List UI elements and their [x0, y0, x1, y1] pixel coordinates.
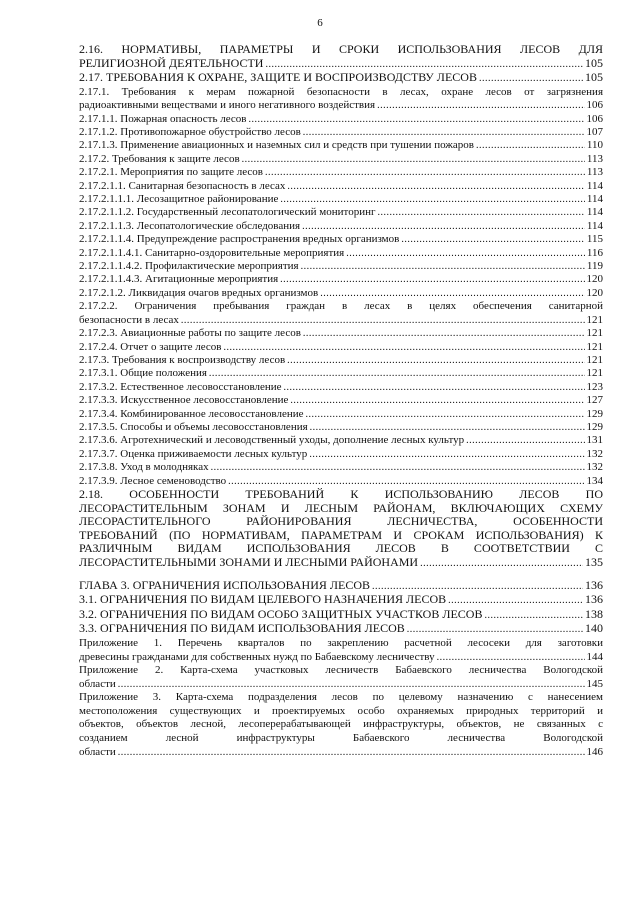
- toc-page-number: 131: [586, 434, 603, 447]
- toc-entry-line: объектов, объектов лесной, лесоперерабатывающей инфраструктуры, объектов, не связанных с: [79, 718, 603, 731]
- toc-page-number: 127: [586, 394, 603, 407]
- dot-leader: [466, 434, 584, 447]
- toc-entry-title: ГЛАВА 3. ОГРАНИЧЕНИЯ ИСПОЛЬЗОВАНИЯ ЛЕСОВ: [79, 577, 371, 592]
- dot-leader: [181, 314, 585, 327]
- toc-page-number: 134: [586, 474, 603, 487]
- toc-page-number: 121: [586, 340, 603, 353]
- dot-leader: [265, 57, 583, 72]
- dot-leader: [280, 273, 584, 286]
- toc-entry-title: области: [79, 677, 116, 690]
- toc-entry-line: созданием лесной инфраструктуры Бабаевского лесничества Вологодской: [79, 732, 603, 745]
- dot-leader: [301, 260, 585, 273]
- toc-entry[interactable]: [79, 273, 603, 286]
- toc-page-number: 105: [585, 70, 603, 85]
- dot-leader: [118, 678, 585, 692]
- toc-page-number: 135: [585, 554, 603, 569]
- toc-entry-title: РЕЛИГИОЗНОЙ ДЕЯТЕЛЬНОСТИ: [79, 55, 264, 70]
- dot-leader: [420, 556, 583, 571]
- toc-entry[interactable]: [79, 86, 603, 113]
- dot-leader: [377, 206, 584, 219]
- toc-page-number: 129: [586, 420, 603, 433]
- toc-entry[interactable]: [79, 461, 603, 474]
- toc-entry-title: 2.17.2.1.1.4.2. Профилактические мероприятия: [79, 260, 299, 273]
- toc-entry[interactable]: [79, 408, 603, 421]
- toc-page-number: 129: [586, 407, 603, 420]
- page-number: 6: [317, 17, 323, 29]
- toc-page-number: 114: [586, 179, 603, 192]
- toc-entry[interactable]: [79, 664, 603, 691]
- toc-entry-title: 2.17.3.2. Естественное лесовосстановление: [79, 380, 282, 393]
- toc-entry[interactable]: [79, 193, 603, 206]
- toc-entry-line: Приложение 1. Перечень кварталов по закреплению расчетной лесосеки для заготовки: [79, 636, 603, 649]
- toc-entry-title: 3.3. ОГРАНИЧЕНИЯ ПО ВИДАМ ИСПОЛЬЗОВАНИЯ ЛЕСОВ: [79, 621, 405, 636]
- dot-leader: [309, 448, 584, 461]
- toc-page-number: 106: [586, 99, 603, 112]
- toc-page-number: 146: [586, 745, 603, 758]
- toc-entry-title: 2.17.1.1. Пожарная опасность лесов: [79, 112, 247, 125]
- toc-page-number: 113: [586, 152, 603, 165]
- toc-entry[interactable]: [79, 220, 603, 233]
- dot-leader: [242, 153, 585, 166]
- toc-page-number: 120: [586, 273, 603, 286]
- toc-entry-title: 2.17.2.1.1.2. Государственный лесопатологический мониторинг: [79, 206, 376, 219]
- toc-entry-title: безопасности в лесах: [79, 313, 179, 326]
- dot-leader: [302, 220, 585, 233]
- toc-entry[interactable]: [79, 394, 603, 407]
- toc-entry-title: 2.17.3.8. Уход в молодняках: [79, 461, 209, 474]
- toc-page-number: 132: [586, 447, 603, 460]
- toc-entry-title: 2.17.3. Требования к воспроизводству лесов: [79, 353, 286, 366]
- toc-entry-title: 2.17.2.1.1.4. Предупреждение распространения вредных организмов: [79, 233, 400, 246]
- toc-entry-title: ЛЕСОРАСТИТЕЛЬНЫМИ ЗОНАМИ И ЛЕСНЫМИ РАЙОНАМИ: [79, 554, 419, 569]
- toc-page-number: 123: [586, 380, 603, 393]
- toc-page-number: 121: [586, 367, 603, 380]
- toc-page-number: 115: [586, 233, 603, 246]
- toc-page-number: 105: [585, 55, 603, 70]
- dot-leader: [484, 608, 583, 623]
- toc-page-number: 107: [586, 126, 603, 138]
- dot-leader: [479, 71, 583, 86]
- toc-entry[interactable]: [79, 113, 603, 126]
- toc-entry[interactable]: [79, 260, 603, 273]
- toc-entry-title: 2.17.2.1.1.4.1. Санитарно-оздоровительные мероприятия: [79, 246, 345, 259]
- toc-entry-line: 2.16. НОРМАТИВЫ, ПАРАМЕТРЫ И СРОКИ ИСПОЛЬЗОВАНИЯ ЛЕСОВ ДЛЯ: [79, 42, 603, 56]
- toc-entry[interactable]: [79, 341, 603, 354]
- dot-leader: [476, 139, 585, 152]
- toc-entry[interactable]: [79, 488, 603, 571]
- toc-entry-title: 2.17.3.1. Общие положения: [79, 367, 207, 380]
- dot-leader: [211, 461, 585, 474]
- toc-entry-line: ЛЕСОРАСТИТЕЛЬНЫМ ЗОНАМ И ЛЕСНЫМ РАЙОНАМ, ВКЛЮЧАЮЩИХ СХЕМУ: [79, 500, 603, 515]
- dot-leader: [287, 180, 585, 193]
- toc-page-number: 136: [585, 577, 603, 592]
- dot-leader: [372, 579, 583, 594]
- toc-entry[interactable]: [79, 637, 603, 664]
- dot-leader: [209, 367, 585, 380]
- toc-entry-line: Приложение 2. Карта-схема участковых лесничеств Бабаевского лесничества Вологодской: [79, 664, 603, 677]
- dot-leader: [228, 475, 584, 488]
- dot-leader: [248, 113, 584, 126]
- toc-page-number: 116: [586, 246, 603, 259]
- toc-entry-title: древесины гражданами для собственных нужд по Бабаевскому лесничеству: [79, 650, 435, 663]
- toc-entry-title: 2.17.1.2. Противопожарное обустройство лесов: [79, 126, 301, 138]
- toc-entry-title: 2.17.2.1.1. Санитарная безопасность в лесах: [79, 179, 286, 192]
- toc-entry-line: 2.17.2.2. Ограничения пребывания граждан в лесах в целях обеспечения санитарной: [79, 300, 603, 313]
- toc-page-number: 120: [586, 286, 603, 299]
- toc-page-number: 110: [586, 139, 603, 152]
- dot-leader: [303, 327, 585, 340]
- table-of-contents: [79, 43, 603, 759]
- toc-entry[interactable]: [79, 139, 603, 152]
- toc-entry-line: 2.18. ОСОБЕННОСТИ ТРЕБОВАНИЙ К ИСПОЛЬЗОВАНИЮ ЛЕСОВ ПО: [79, 486, 603, 501]
- dot-leader: [284, 381, 585, 394]
- toc-page-number: 136: [585, 592, 603, 607]
- dot-leader: [448, 593, 583, 608]
- toc-entry-title: 2.17.2.1.1.1. Лесозащитное районирование: [79, 193, 279, 206]
- toc-entry-title: 3.2. ОГРАНИЧЕНИЯ ПО ВИДАМ ОСОБО ЗАЩИТНЫХ УЧАСТКОВ ЛЕСОВ: [79, 606, 483, 621]
- dot-leader: [287, 354, 584, 367]
- dot-leader: [280, 193, 585, 206]
- toc-entry[interactable]: [79, 247, 603, 260]
- toc-entry-title: 2.17.2. Требования к защите лесов: [79, 152, 240, 165]
- toc-page-number: 132: [586, 461, 603, 474]
- toc-page-number: 138: [585, 606, 603, 621]
- toc-entry-title: 2.17.2.4. Отчет о защите лесов: [79, 340, 222, 353]
- toc-entry[interactable]: [79, 381, 603, 394]
- toc-entry[interactable]: [79, 691, 603, 759]
- toc-entry[interactable]: [79, 180, 603, 193]
- toc-entry[interactable]: [79, 593, 603, 608]
- toc-entry[interactable]: [79, 153, 603, 166]
- dot-leader: [290, 394, 584, 407]
- toc-entry[interactable]: [79, 71, 603, 86]
- dot-leader: [118, 746, 585, 760]
- toc-entry-line: ТРЕБОВАНИЙ (ПО НОРМАТИВАМ, ПАРАМЕТРАМ И СРОКАМ ИСПОЛЬЗОВАНИЯ) К: [79, 527, 603, 542]
- toc-entry[interactable]: [79, 166, 603, 179]
- toc-page-number: 113: [586, 166, 603, 179]
- toc-entry[interactable]: [79, 622, 603, 637]
- dot-leader: [306, 408, 585, 421]
- toc-entry[interactable]: [79, 300, 603, 327]
- toc-entry-line: РАЗЛИЧНЫМ ВИДАМ ИСПОЛЬЗОВАНИЯ ЛЕСОВ В СООТВЕТСТВИИ С: [79, 541, 603, 556]
- toc-entry-line: Приложение 3. Карта-схема подразделения лесов по целевому назначению с нанесением: [79, 691, 603, 704]
- toc-entry-title: 2.17.1.3. Применение авиационных и наземных сил и средств при тушении пожаров: [79, 139, 474, 152]
- toc-entry-line: 2.17.1. Требования к мерам пожарной безопасности в лесах, охране лесов от загрязнения: [79, 85, 603, 98]
- toc-entry-title: 2.17.3.4. Комбинированное лесовосстановление: [79, 407, 304, 420]
- toc-page-number: 140: [585, 621, 603, 636]
- toc-entry-title: 2.17.3.3. Искусственное лесовосстановление: [79, 394, 289, 407]
- toc-entry[interactable]: [79, 43, 603, 71]
- toc-entry-title: 2.17. ТРЕБОВАНИЯ К ОХРАНЕ, ЗАЩИТЕ И ВОСПРОИЗВОДСТВУ ЛЕСОВ: [79, 70, 477, 85]
- toc-entry[interactable]: [79, 448, 603, 461]
- toc-page-number: 114: [586, 219, 603, 232]
- toc-entry-line: ЛЕСОРАСТИТЕЛЬНОГО РАЙОНИРОВАНИЯ ЛЕСНИЧЕСТВА, ОСОБЕННОСТИ: [79, 514, 603, 529]
- toc-entry-title: радиоактивными веществами и иного негативного воздействия: [79, 99, 376, 112]
- toc-entry[interactable]: [79, 327, 603, 340]
- toc-entry-title: 2.17.3.9. Лесное семеноводство: [79, 474, 227, 487]
- toc-entry-line: местоположения существующих и проектируемых особо охраняемых природных территорий и: [79, 704, 603, 717]
- toc-entry-title: 2.17.2.3. Авиационные работы по защите лесов: [79, 327, 301, 340]
- dot-leader: [223, 341, 584, 354]
- dot-leader: [437, 651, 585, 665]
- toc-entry[interactable]: [79, 579, 603, 594]
- toc-entry-title: 2.17.3.7. Оценка приживаемости лесных культур: [79, 447, 308, 460]
- dot-leader: [265, 166, 585, 179]
- toc-entry[interactable]: [79, 367, 603, 380]
- dot-leader: [310, 421, 585, 434]
- toc-entry-title: 3.1. ОГРАНИЧЕНИЯ ПО ВИДАМ ЦЕЛЕВОГО НАЗНАЧЕНИЯ ЛЕСОВ: [79, 592, 447, 607]
- toc-entry-title: 2.17.3.6. Агротехнический и лесоводственный уходы, дополнение лесных культур: [79, 434, 465, 447]
- dot-leader: [346, 247, 585, 260]
- toc-page-number: 114: [586, 193, 603, 206]
- toc-entry[interactable]: [79, 233, 603, 246]
- toc-entry-title: 2.17.2.1.2. Ликвидация очагов вредных организмов: [79, 286, 319, 299]
- toc-entry[interactable]: [79, 421, 603, 434]
- toc-page-number: 145: [586, 677, 603, 690]
- dot-leader: [407, 622, 583, 637]
- toc-entry[interactable]: [79, 126, 603, 139]
- toc-entry[interactable]: [79, 287, 603, 300]
- toc-entry[interactable]: [79, 354, 603, 367]
- toc-entry[interactable]: [79, 206, 603, 219]
- dot-leader: [401, 233, 585, 246]
- toc-entry-title: 2.17.2.1.1.4.3. Агитационные мероприятия: [79, 273, 279, 286]
- dot-leader: [320, 287, 584, 300]
- dot-leader: [303, 126, 585, 139]
- toc-page-number: 121: [586, 327, 603, 340]
- toc-entry[interactable]: [79, 434, 603, 447]
- toc-entry-title: 2.17.2.1. Мероприятия по защите лесов: [79, 166, 263, 179]
- toc-entry-title: 2.17.2.1.1.3. Лесопатологические обследования: [79, 219, 301, 232]
- toc-page-number: 144: [586, 650, 603, 663]
- toc-entry[interactable]: [79, 608, 603, 623]
- toc-entry-title: 2.17.3.5. Способы и объемы лесовосстановления: [79, 420, 308, 433]
- toc-page-number: 121: [586, 353, 603, 366]
- toc-page-number: 114: [586, 206, 603, 219]
- dot-leader: [377, 99, 584, 112]
- toc-page-number: 121: [586, 313, 603, 326]
- toc-entry[interactable]: [79, 475, 603, 488]
- toc-entry-title: области: [79, 745, 116, 758]
- toc-page-number: 106: [586, 112, 603, 125]
- toc-page-number: 119: [586, 260, 603, 273]
